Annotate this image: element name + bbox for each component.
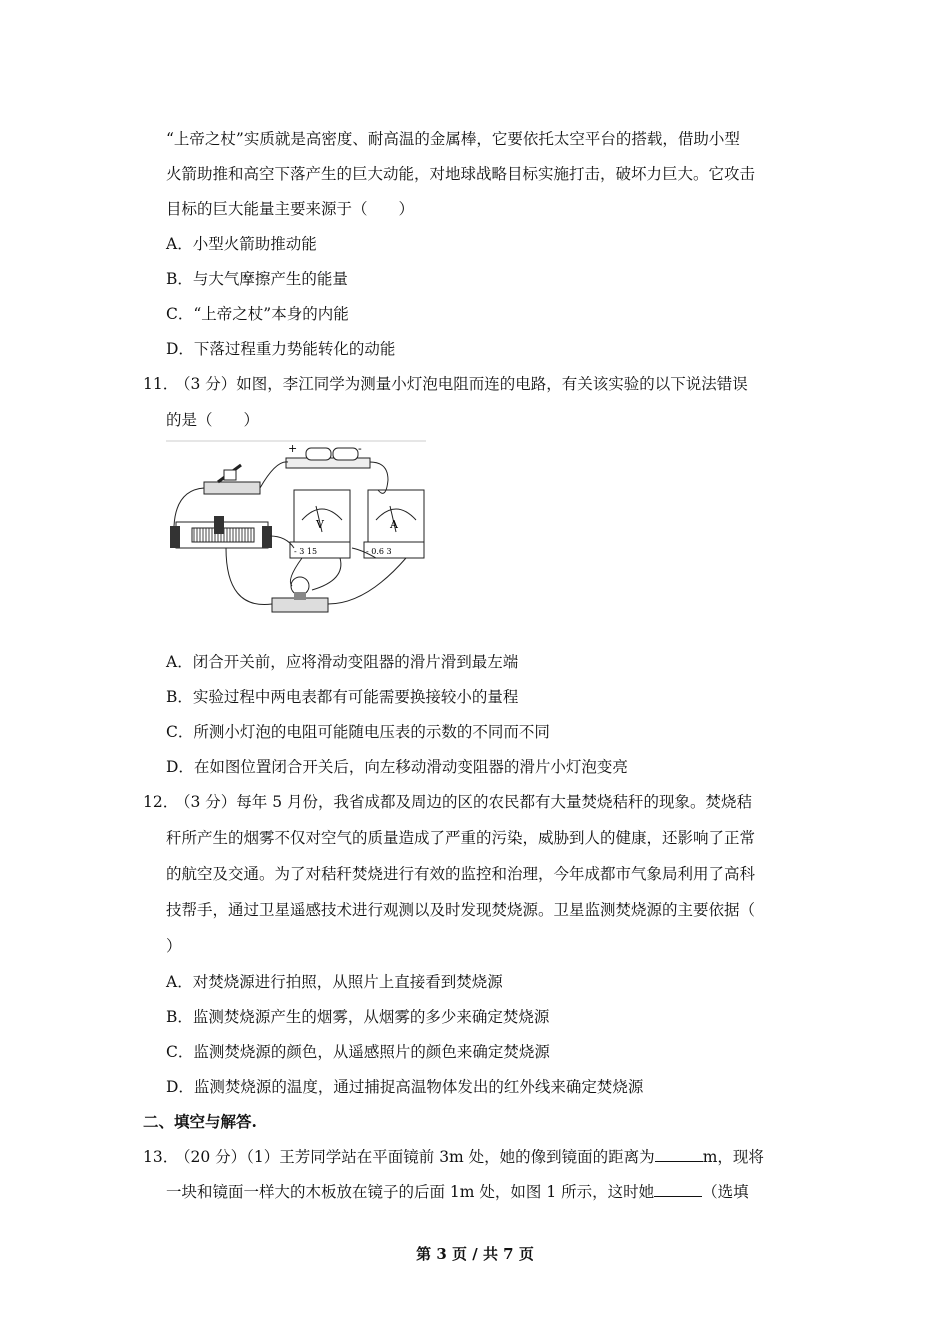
battery-plus-label: +: [288, 442, 298, 455]
q10-line-2: 火箭助推和高空下落产生的巨大动能，对地球战略目标实施打击，破坏力巨大。它攻击: [166, 165, 756, 183]
lamp-holder: [272, 577, 328, 612]
q10-option-d: D．下落过程重力势能转化的动能: [166, 340, 396, 358]
q12-option-a: A．对焚烧源进行拍照，从照片上直接看到焚烧源: [166, 973, 503, 991]
battery-minus-label: -: [358, 442, 362, 455]
knife-switch: [204, 465, 260, 494]
voltmeter-terminals: - 3 15: [294, 547, 318, 556]
q11-line-2: 的是（ ）: [166, 411, 260, 429]
q11-option-c: C．所测小灯泡的电阻可能随电压表的示数的不同而不同: [166, 723, 550, 741]
q11-option-a: A．闭合开关前，应将滑动变阻器的滑片滑到最左端: [166, 653, 519, 671]
voltmeter-symbol: V: [316, 518, 324, 531]
q13-line-2-text-b: （选填: [702, 1183, 749, 1201]
q13-line-1: [175, 1145, 764, 1169]
q13-blank-2[interactable]: [654, 1180, 702, 1197]
page-footer: 第 3 页 / 共 7 页: [416, 1245, 534, 1263]
q13-blank-1[interactable]: [655, 1145, 703, 1162]
battery: [286, 442, 370, 468]
section-title: 二、填空与解答.: [143, 1112, 257, 1131]
q10-line-1: “上帝之杖”实质就是高密度、耐高温的金属棒，它要依托太空平台的搭载，借助小型: [166, 130, 740, 148]
q13-line-2: [166, 1180, 749, 1204]
ammeter-symbol: A: [390, 518, 398, 531]
ammeter: [364, 490, 424, 558]
q10-option-b: B．与大气摩擦产生的能量: [166, 270, 348, 288]
q12-line-2: 秆所产生的烟雾不仅对空气的质量造成了严重的污染，威胁到人的健康，还影响了正常: [166, 829, 756, 847]
q12-option-d: D．监测焚烧源的温度，通过捕捉高温物体发出的红外线来确定焚烧源: [166, 1078, 644, 1096]
q13-number: 13．: [143, 1148, 179, 1166]
q13-line-1-text-a: （20 分）（1）王芳同学站在平面镜前 3m 处，她的像到镜面的距离为: [175, 1148, 655, 1166]
q13-line-1-text-b: m，现将: [702, 1148, 764, 1166]
q12-number: 12．: [143, 793, 179, 811]
q13-line-2-text-a: 一块和镜面一样大的木板放在镜子的后面 1m 处，如图 1 所示，这时她: [166, 1183, 655, 1201]
q11-option-b: B．实验过程中两电表都有可能需要换接较小的量程: [166, 688, 519, 706]
q10-option-c: C．“上帝之杖”本身的内能: [166, 305, 349, 323]
q10-line-3: 目标的巨大能量主要来源于（ ）: [166, 200, 415, 218]
q12-option-b: B．监测焚烧源产生的烟雾，从烟雾的多少来确定焚烧源: [166, 1008, 550, 1026]
ammeter-terminals: - 0.6 3: [366, 547, 392, 556]
q12-line-5: ）: [166, 937, 182, 955]
q12-line-1: （3 分）每年 5 月份，我省成都及周边的区的农民都有大量焚烧秸秆的现象。焚烧秸: [175, 793, 753, 811]
q12-line-4: 技帮手，通过卫星遥感技术进行观测以及时发现焚烧源。卫星监测焚烧源的主要依据（: [166, 901, 756, 919]
voltmeter: [290, 490, 350, 558]
circuit-figure: [166, 440, 428, 620]
q11-line-1: （3 分）如图，李江同学为测量小灯泡电阻而连的电路，有关该实验的以下说法错误: [175, 375, 748, 393]
q11-number: 11．: [143, 375, 179, 393]
q11-option-d: D．在如图位置闭合开关后，向左移动滑动变阻器的滑片小灯泡变亮: [166, 758, 628, 776]
q10-option-a: A．小型火箭助推动能: [166, 235, 317, 253]
sliding-rheostat: [170, 516, 272, 548]
q12-option-c: C．监测焚烧源的颜色，从遥感照片的颜色来确定焚烧源: [166, 1043, 550, 1061]
q12-line-3: 的航空及交通。为了对秸秆焚烧进行有效的监控和治理，今年成都市气象局利用了高科: [166, 865, 756, 883]
